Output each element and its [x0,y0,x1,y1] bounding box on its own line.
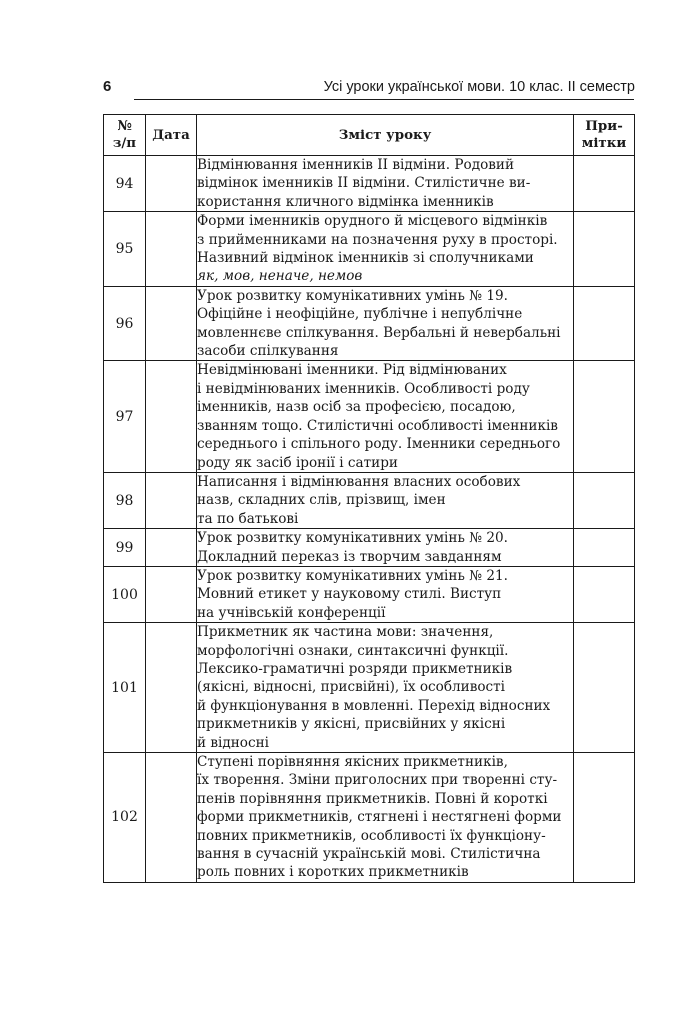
lesson-content-line: (якісні, відносні, присвійні), їх особливості [197,679,506,696]
lesson-date-cell [146,361,197,472]
lesson-notes-cell [574,212,635,287]
table-header-row [104,115,635,156]
lesson-content [197,753,574,883]
lesson-content-line: користання кличного відмінка іменників [197,193,494,210]
lesson-content-line: пенів порівняння прикметників. Повні й короткі [197,790,548,807]
lesson-content [197,472,574,528]
lesson-notes-cell [574,529,635,567]
lesson-content [197,361,574,472]
lesson-notes-cell [574,623,635,753]
column-header-notes-line-1: При- [585,118,623,134]
table-row [104,472,635,528]
table-row [104,286,635,361]
lesson-content-line: та по батькові [197,510,299,527]
lesson-number: 94 [104,156,146,212]
table-row [104,361,635,472]
lesson-content [197,566,574,622]
page-number: 6 [103,78,112,95]
lesson-content-line: морфологічні ознаки, синтаксичні функції. [197,642,509,659]
lesson-content-line: й відносні [197,734,270,751]
lesson-content [197,212,574,287]
column-header-number [104,115,146,156]
table-row [104,566,635,622]
lesson-date-cell [146,156,197,212]
table-row [104,753,635,883]
lesson-number: 97 [104,361,146,472]
lesson-content-line: як, мов, неначе, немов [197,268,363,285]
lesson-notes-cell [574,566,635,622]
lesson-content-line: Називний відмінок іменників зі сполучниками [197,250,534,267]
lesson-date-cell [146,212,197,287]
column-header-notes [574,115,635,156]
lesson-notes-cell [574,753,635,883]
lesson-content-line: на учнівській конференції [197,604,386,621]
lesson-date-cell [146,566,197,622]
lesson-number: 99 [104,529,146,567]
lesson-number: 96 [104,286,146,361]
lesson-content [197,156,574,212]
lesson-number: 102 [104,753,146,883]
lesson-content-line: відмінок іменників ІІ відміни. Стилістичне ви- [197,175,531,192]
lesson-content-line: Лексико-граматичні розряди прикметників [197,660,513,677]
lesson-content-line: і невідмінюваних іменників. Особливості роду [197,380,530,397]
lesson-content-line: й функціонування в мовленні. Перехід відносних [197,697,551,714]
lesson-content-line: іменників, назв осіб за професією, посадою, [197,399,516,416]
lesson-date-cell [146,286,197,361]
lesson-notes-cell [574,472,635,528]
lesson-content-line: форми прикметників, стягнені і нестягнені форми [197,809,562,826]
lesson-date-cell [146,472,197,528]
lesson-content-line: Ступені порівняння якісних прикметників, [197,754,508,770]
column-header-date: Дата [146,115,197,156]
table-row [104,623,635,753]
lesson-content-line: Написання і відмінювання власних особових [197,473,521,490]
lesson-notes-cell [574,156,635,212]
lesson-content-line: вання в сучасній українській мові. Стилістична [197,846,541,863]
lesson-content-line: засоби спілкування [197,343,339,360]
lesson-content-line: Невідмінювані іменники. Рід відмінюваних [197,362,507,379]
lesson-content-line: Урок розвитку комунікативних умінь № 20. [197,530,508,547]
lesson-date-cell [146,753,197,883]
lesson-content-line: Прикметник як частина мови: значення, [197,624,494,641]
table-row [104,156,635,212]
lesson-content-line: Форми іменників орудного й місцевого відмінків [197,213,548,230]
lesson-notes-cell [574,361,635,472]
lesson-content-line: Докладний переказ із творчим завданням [197,548,502,565]
lesson-content-line: мовленнєве спілкування. Вербальні й невербальні [197,324,561,341]
column-header-content: Зміст уроку [197,115,574,156]
lesson-content-line: Мовний етикет у науковому стилі. Виступ [197,586,502,603]
lesson-date-cell [146,623,197,753]
lesson-notes-cell [574,286,635,361]
lesson-content-line: Урок розвитку комунікативних умінь № 21. [197,567,508,584]
column-header-number-line-2: з/п [112,135,137,151]
lesson-content-line: Офіційне і неофіційне, публічне і непублічне [197,306,523,323]
lesson-date-cell [146,529,197,567]
lesson-content-line: прикметників у якісні, присвійних у якісні [197,716,506,733]
lesson-content-line: середнього і спільного роду. Іменники середнього [197,436,561,453]
header-rule [134,99,634,100]
lesson-number: 98 [104,472,146,528]
column-header-notes-line-2: мітки [581,135,627,151]
lesson-number: 95 [104,212,146,287]
lesson-content-line: з прийменниками на позначення руху в просторі. [197,231,558,248]
table-row [104,529,635,567]
lesson-content [197,529,574,567]
lesson-content-line: назв, складних слів, прізвищ, імен [197,492,446,509]
running-title: Усі уроки української мови. 10 клас. ІІ семестр [323,79,635,95]
table-row [104,212,635,287]
lesson-content [197,623,574,753]
lesson-content-line: Урок розвитку комунікативних умінь № 19. [197,287,508,304]
lesson-content-line: Відмінювання іменників ІІ відміни. Родовий [197,157,515,173]
lesson-number: 101 [104,623,146,753]
lesson-content-line: роль повних і коротких прикметників [197,864,469,881]
lesson-content-line: повних прикметників, особливості їх функціону- [197,827,546,844]
lesson-rows [104,156,635,883]
lesson-number: 100 [104,566,146,622]
lesson-plan-table [103,114,635,883]
lesson-content [197,286,574,361]
lesson-content-line: званням тощо. Стилістичні особливості іменників [197,417,558,434]
lesson-content-line: роду як засіб іронії і сатири [197,454,398,471]
column-header-number-line-1: № [117,118,132,134]
lesson-content-line: їх творення. Зміни приголосних при творенні сту- [197,772,558,789]
